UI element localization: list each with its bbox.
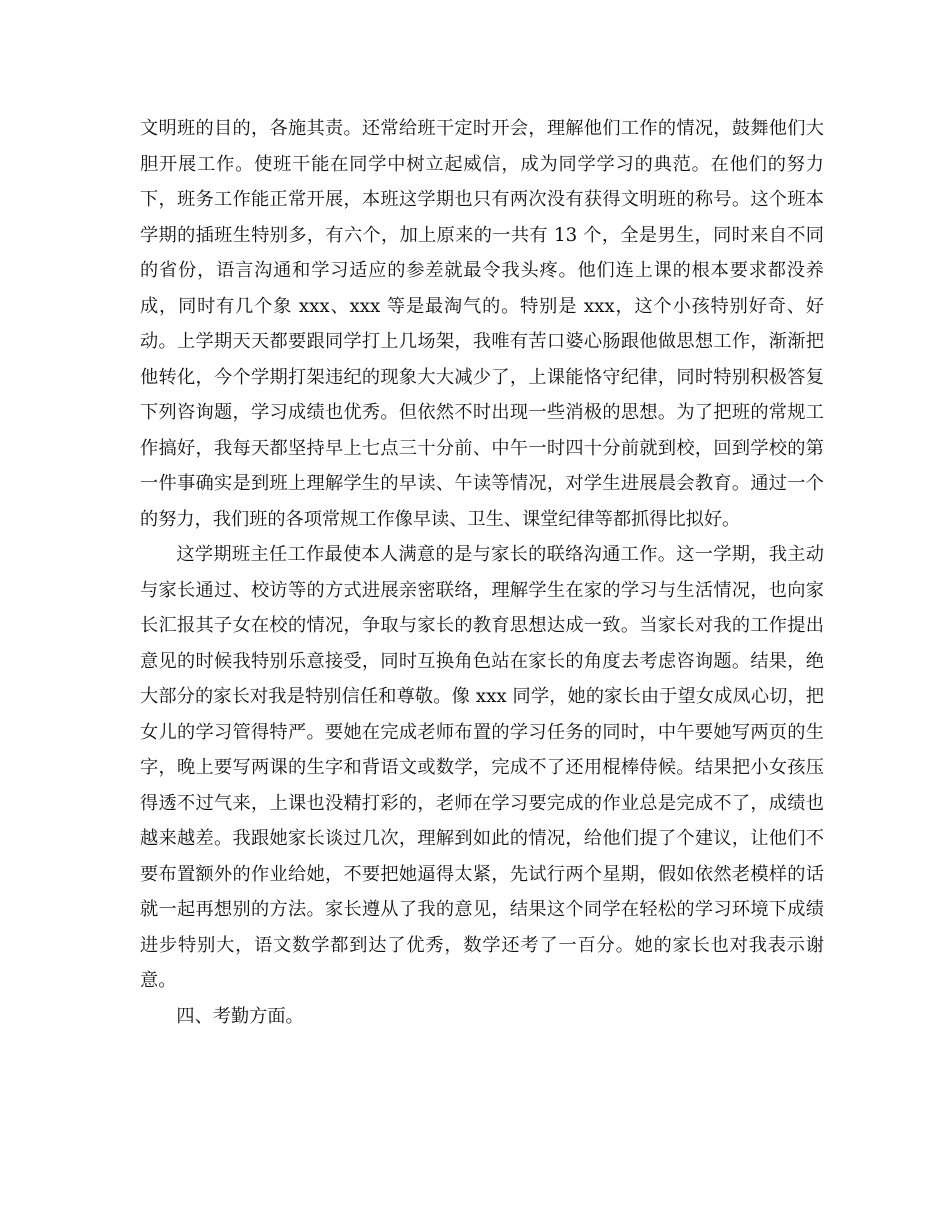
paragraph-parent-communication: 这学期班主任工作最使本人满意的是与家长的联络沟通工作。这一学期，我主动与家长通过、校访等的方式进展亲密联络，理解学生在家的学习与生活情况，也向家长汇报其子女在校的情况，争取与家长的教育思想达成一致。当家长对我的工作提出意见的时候我特别乐意接受，同时互换角色站在家长的角度去考虑咨询题。结果，绝大部分的家长对我是特别信任和尊敬。像 xxx 同学，她的家长由于望女成凤心切，把女儿的学习管得特严。要她在完成老师布置的学习任务的同时，中午要她写两页的生字，晚上要写两课的生字和背语文或数学，完成不了还用棍棒侍候。结果把小女孩压得透不过气来，上课也没精打彩的，老师在学习要完成的作业总是完成不了，成绩也越来越差。我跟她家长谈过几次，理解到如此的情况，给他们提了个建议，让他们不要布置额外的作业给她，不要把她逼得太紧，先试行两个星期，假如依然老模样的话就一起再想别的方法。家长遵从了我的意见，结果这个同学在轻松的学习环境下成绩进步特别大，语文数学都到达了优秀，数学还考了一百分。她的家长也对我表示谢意。 — [140, 544, 824, 991]
section-heading-attendance: 四、考勤方面。 — [176, 1005, 304, 1027]
paragraph-class-management: 文明班的目的，各施其责。还常给班干定时开会，理解他们工作的情况，鼓舞他们大胆开展工作。使班干能在同学中树立起威信，成为同学学习的典范。在他们的努力下，班务工作能正常开展，本班这学期也只有两次没有获得文明班的称号。这个班本学期的插班生特别多，有六个，加上原来的一共有 13 个，全是男生，同时来自不同的省份，语言沟通和学习适应的参差就最令我头疼。他们连上课的根本要求都没养成，同时有几个象 xxx、xxx 等是最淘气的。特别是 xxx，这个小孩特别好奇、好动。上学期天天都要跟同学打上几场架，我唯有苦口婆心肠跟他做思想工作，渐渐把他转化，今个学期打架违纪的现象大大减少了，上课能恪守纪律，同时特别积极答复下列咨询题，学习成绩也优秀。但依然不时出现一些消极的思想。为了把班的常规工作搞好，我每天都坚持早上七点三十分前、中午一时四十分前就到校，回到学校的第一件事确实是到班上理解学生的早读、午读等情况，对学生进展晨会教育。通过一个的努力，我们班的各项常规工作像早读、卫生、课堂纪律等都抓得比拟好。 — [140, 118, 824, 530]
document-body — [140, 111, 824, 1034]
